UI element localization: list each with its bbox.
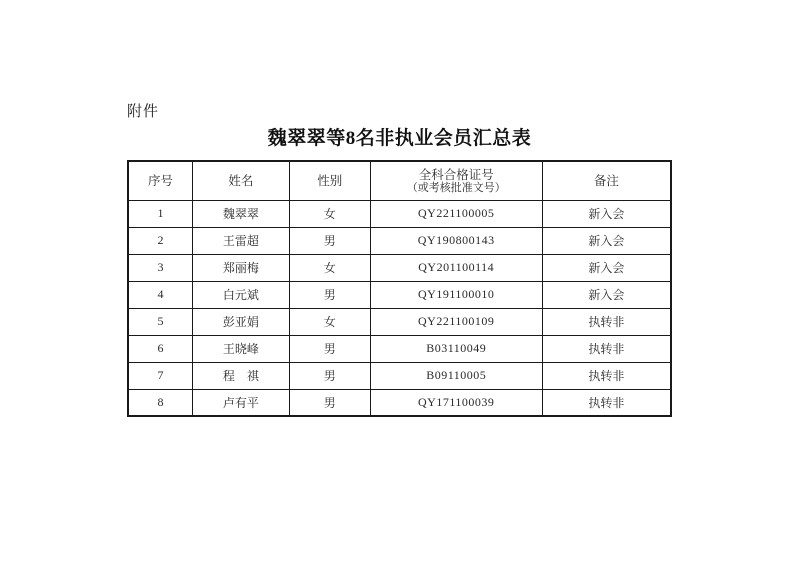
cell-no: 8 (128, 389, 193, 416)
table-header-row (128, 161, 671, 200)
cell-name: 白元斌 (193, 281, 290, 308)
cell-name: 郑丽梅 (193, 254, 290, 281)
table-row (128, 254, 671, 281)
header-certificate (370, 161, 542, 200)
cell-no: 3 (128, 254, 193, 281)
header-remark-label: 备注 (593, 173, 619, 188)
cell-remark: 新入会 (542, 254, 671, 281)
cell-no: 2 (128, 227, 193, 254)
header-remark (542, 161, 671, 200)
cell-no: 1 (128, 200, 193, 227)
cell-name: 王雷超 (193, 227, 290, 254)
page-title: 魏翠翠等8名非执业会员汇总表 (267, 128, 532, 149)
header-name-label: 姓名 (228, 173, 254, 188)
cell-remark: 新入会 (542, 227, 671, 254)
table-row (128, 389, 671, 416)
table-row (128, 227, 671, 254)
cell-remark: 执转非 (542, 362, 671, 389)
cell-no: 6 (128, 335, 193, 362)
cell-certificate: QY221100109 (370, 308, 542, 335)
header-certificate-sublabel: （或考核批准文号） (406, 181, 506, 194)
cell-remark: 执转非 (542, 389, 671, 416)
table-row (128, 335, 671, 362)
cell-certificate: QY191100010 (370, 281, 542, 308)
cell-name: 卢有平 (193, 389, 290, 416)
cell-gender: 女 (289, 308, 370, 335)
table-row (128, 308, 671, 335)
cell-name: 王晓峰 (193, 335, 290, 362)
header-no (128, 161, 193, 200)
cell-certificate: QY171100039 (370, 389, 542, 416)
member-summary-table (127, 160, 672, 417)
cell-gender: 男 (289, 362, 370, 389)
cell-remark: 执转非 (542, 308, 671, 335)
cell-certificate: QY201100114 (370, 254, 542, 281)
cell-gender: 男 (289, 281, 370, 308)
cell-gender: 男 (289, 335, 370, 362)
cell-name: 程 祺 (193, 362, 290, 389)
cell-remark: 新入会 (542, 281, 671, 308)
cell-remark: 执转非 (542, 335, 671, 362)
header-gender (289, 161, 370, 200)
header-certificate-label: 全科合格证号 (418, 167, 494, 182)
cell-certificate: QY221100005 (370, 200, 542, 227)
cell-no: 5 (128, 308, 193, 335)
cell-certificate: QY190800143 (370, 227, 542, 254)
cell-certificate: B03110049 (370, 335, 542, 362)
cell-gender: 男 (289, 389, 370, 416)
cell-remark: 新入会 (542, 200, 671, 227)
header-gender-label: 性别 (317, 173, 343, 188)
cell-no: 7 (128, 362, 193, 389)
table-row (128, 200, 671, 227)
table-row (128, 362, 671, 389)
header-name (193, 161, 290, 200)
cell-no: 4 (128, 281, 193, 308)
table-row (128, 281, 671, 308)
cell-name: 魏翠翠 (193, 200, 290, 227)
cell-gender: 女 (289, 200, 370, 227)
header-no-label: 序号 (148, 173, 174, 188)
cell-gender: 女 (289, 254, 370, 281)
cell-name: 彭亚娟 (193, 308, 290, 335)
cell-certificate: B09110005 (370, 362, 542, 389)
cell-gender: 男 (289, 227, 370, 254)
attachment-label: 附件 (127, 104, 160, 120)
